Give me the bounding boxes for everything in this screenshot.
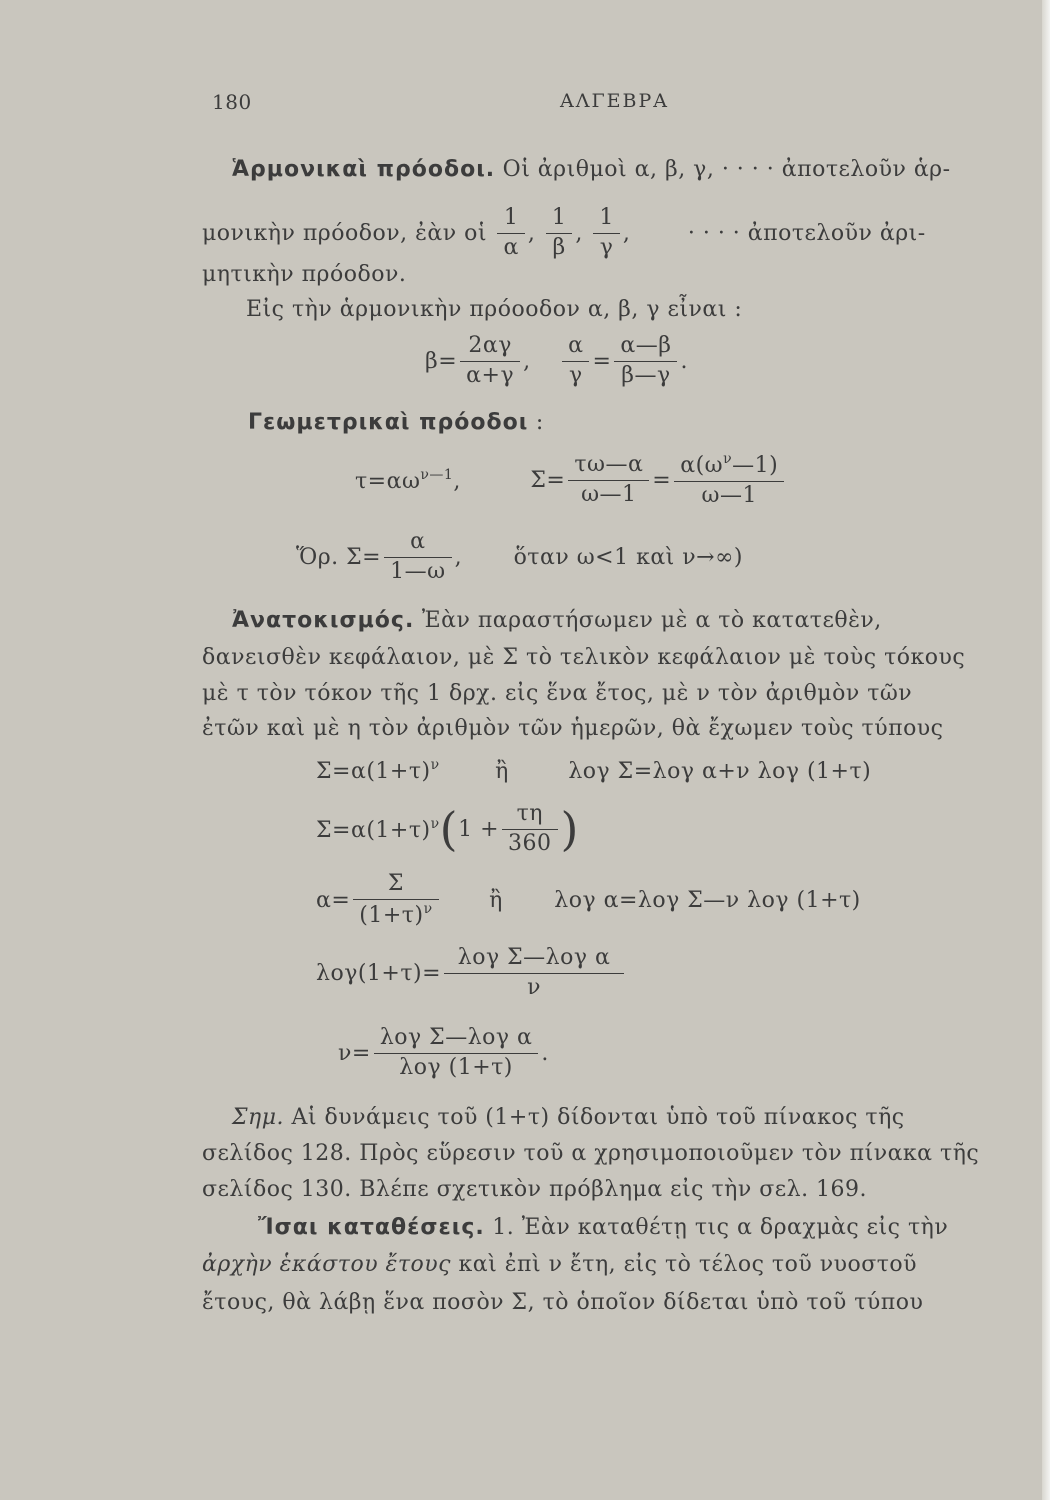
- note-line-2: σελίδος 128. Πρὸς εὕρεσιν τοῦ α χρησιμοποιοῦμεν τὸν πίνακα τῆς: [202, 1141, 980, 1166]
- compound-line-4: ἐτῶν καὶ μὲ η τὸν ἀριθμὸν τῶν ἡμερῶν, θὰ ἔχωμεν τοὺς τύπους: [202, 716, 944, 741]
- fraction-2ag: $\frac{2\alpha\gamma}{\alpha+\gamma}$: [460, 332, 520, 390]
- fraction-log-diff-over-n: $\frac{\text{λογ Σ—λογ α}}{\nu}$: [444, 944, 624, 1002]
- fraction-log-diff-over-log: $\frac{\text{λογ Σ—λογ α}}{\text{λογ (1+τ)}}$: [374, 1024, 539, 1082]
- fraction-a-over-1-minus-w: $\frac{\alpha}{1—\omega}$: [384, 528, 451, 586]
- compound-heading: Ἀνατοκισμός.: [232, 608, 415, 633]
- geometric-formula: $\tau=\alpha\omega^{\nu—1}$, Σ= $\frac{\tau\omega—\alpha}{\omega—1}$ = $\frac{\alpha(\omega^\nu—1)}{\omega—1}$: [355, 450, 787, 510]
- compound-formula-3: α= $\frac{\Sigma}{(1+\tau)^\nu}$ ἢ λογ α=λογ Σ—ν λογ (1+τ): [316, 870, 861, 930]
- fraction-tw-minus-a: $\frac{\tau\omega—\alpha}{\omega—1}$: [568, 451, 649, 509]
- page-number: 180: [212, 90, 252, 114]
- compound-line-3: μὲ τ τὸν τόκον τῆς 1 δρχ. εἰς ἕνα ἔτος, μὲ ν τὸν ἀριθμὸν τῶν: [202, 681, 913, 706]
- harmonic-line-1: Ἁρμονικαὶ πρόοδοι. Οἱ ἀριθμοὶ α, β, γ, · · · · ἀποτελοῦν ἁρ-: [232, 157, 951, 182]
- fraction-a-wn-minus-1: $\frac{\alpha(\omega^\nu—1)}{\omega—1}$: [674, 450, 784, 510]
- deposits-line-3: ἔτους, θὰ λάβῃ ἕνα ποσὸν Σ, τὸ ὁποῖον δίδεται ὑπὸ τοῦ τύπου: [202, 1290, 924, 1315]
- fraction-1-over-gamma: $\frac{1}{\gamma}$: [593, 204, 620, 262]
- geometric-limit: Ὅρ. Σ= $\frac{\alpha}{1—\omega}$ , ὅταν ω<1 καὶ ν→∞): [296, 528, 743, 586]
- note-line-1: Σημ. Αἱ δυνάμεις τοῦ (1+τ) δίδονται ὑπὸ τοῦ πίνακος τῆς: [232, 1105, 905, 1130]
- harmonic-line-2: μονικὴν πρόοδον, ἐὰν οἱ $\frac{1}{\alpha}$ , $\frac{1}{\beta}$ , $\frac{1}{\gamma}$ , · · · · ἀποτελοῦν ἀρι-: [202, 204, 926, 262]
- compound-line-1: Ἀνατοκισμός. Ἐὰν παραστήσωμεν μὲ α τὸ κατατεθὲν,: [232, 608, 882, 633]
- fraction-1-over-alpha: $\frac{1}{\alpha}$: [497, 204, 524, 262]
- deposits-line-1: Ἴσαι καταθέσεις. 1. Ἐὰν καταθέτῃ τις α δραχμὰς εἰς τὴν: [258, 1215, 949, 1240]
- note-line-3: σελίδος 130. Βλέπε σχετικὸν πρόβλημα εἰς τὴν σελ. 169.: [202, 1177, 868, 1202]
- deposits-line-2: ἀρχὴν ἑκάστου ἔτους καὶ ἐπὶ ν ἔτη, εἰς τὸ τέλος τοῦ νυοστοῦ: [202, 1252, 918, 1277]
- page-edge: [1042, 0, 1050, 1500]
- running-head: ΑΛΓΕΒΡΑ: [560, 90, 669, 112]
- note-label: Σημ.: [232, 1105, 285, 1130]
- geometric-heading-line: Γεωμετρικαὶ πρόοδοι :: [248, 410, 544, 435]
- harmonic-line-3: μητικὴν πρόοδον.: [202, 262, 407, 287]
- fraction-th-over-360: $\frac{\tau\eta}{360}$: [502, 800, 558, 858]
- harmonic-formula: β= $\frac{2\alpha\gamma}{\alpha+\gamma}$ , $\frac{\alpha}{\gamma}$ = $\frac{\alpha—\beta}{\beta—\gamma}$ .: [425, 332, 688, 390]
- harmonic-heading: Ἁρμονικαὶ πρόοδοι.: [232, 157, 496, 182]
- compound-formula-5: ν= $\frac{\text{λογ Σ—λογ α}}{\text{λογ (1+τ)}}$ .: [338, 1024, 549, 1082]
- fraction-sigma-over-1-plus-t: $\frac{\Sigma}{(1+\tau)^\nu}$: [353, 870, 438, 930]
- deposits-heading: Ἴσαι καταθέσεις.: [258, 1215, 485, 1240]
- geometric-heading: Γεωμετρικαὶ πρόοδοι: [248, 410, 529, 435]
- compound-formula-2: $\Sigma=\alpha(1+\tau)^\nu(1$ + $\frac{\tau\eta}{360}$ ): [316, 800, 579, 858]
- compound-line-2: δανεισθὲν κεφάλαιον, μὲ Σ τὸ τελικὸν κεφάλαιον μὲ τοὺς τόκους: [202, 645, 966, 670]
- fraction-a-over-g: $\frac{\alpha}{\gamma}$: [562, 332, 589, 390]
- compound-formula-4: λογ(1+τ)= $\frac{\text{λογ Σ—λογ α}}{\nu}$: [316, 944, 627, 1002]
- compound-formula-1: $\Sigma=\alpha(1+\tau)^\nu$ ἢ λογ Σ=λογ α+ν λογ (1+τ): [316, 757, 872, 784]
- fraction-1-over-beta: $\frac{1}{\beta}$: [546, 204, 573, 262]
- fraction-a-minus-b: $\frac{\alpha—\beta}{\beta—\gamma}$: [614, 332, 677, 390]
- harmonic-line-4: Εἰς τὴν ἁρμονικὴν πρόοοδον α, β, γ εἶναι :: [246, 297, 743, 322]
